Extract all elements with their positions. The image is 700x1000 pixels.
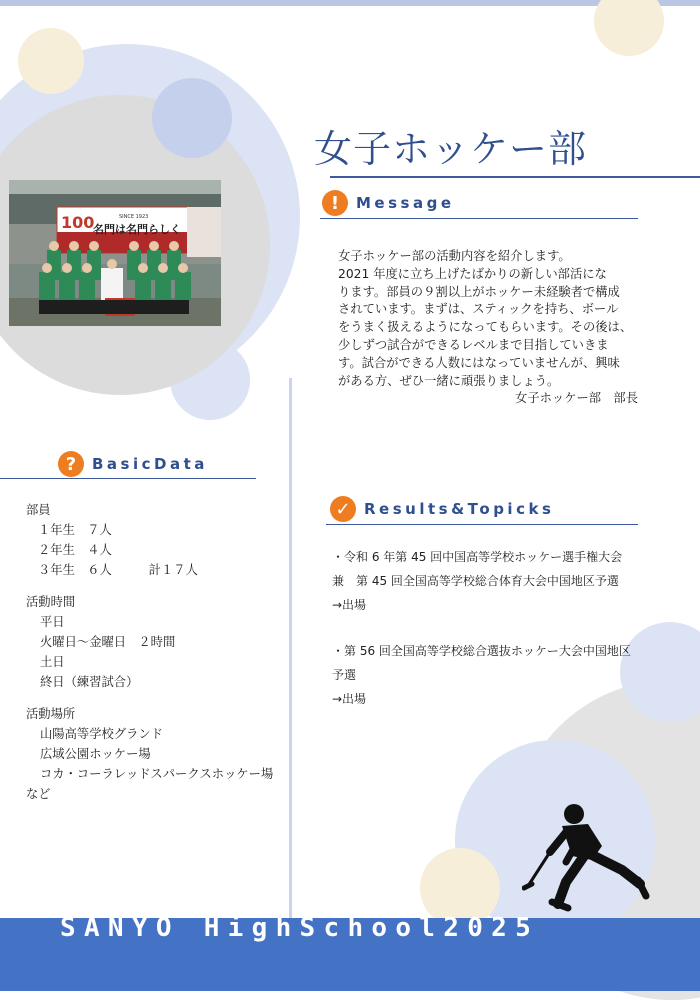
basicdata-header (58, 451, 208, 477)
members-row: １年生 ７人 (38, 523, 112, 537)
footer-text: SANYO HighSchool2025 (60, 913, 540, 943)
top-bar (0, 0, 700, 6)
decor-circle-cream-top (594, 0, 664, 56)
activity-place-row: コカ・コーラレッドスパークスホッケー場 (40, 767, 274, 781)
activity-place-row: 広域公園ホッケー場 (40, 747, 151, 761)
result-line: ・第 56 回全国高等学校総合選抜ホッケー大会中国地区 (332, 644, 631, 658)
decor-circle-cream-left (18, 28, 84, 94)
results-header (330, 496, 554, 522)
result-line: 予選 (332, 668, 357, 682)
activity-place-more: など (26, 787, 51, 801)
message-heading: Message (356, 194, 455, 212)
basicdata-body (26, 500, 273, 816)
activity-place-row: 山陽高等学校グランド (40, 727, 163, 741)
message-line: 2021 年度に立ち上げたばかりの新しい部活にな (338, 266, 607, 281)
exclamation-icon: ! (322, 190, 348, 216)
message-line: ります。部員の９割以上がホッケー未経験者で構成 (338, 284, 620, 299)
decor-circle-blue-mid (152, 78, 232, 158)
activity-time-label: 活動時間 (26, 595, 76, 609)
result-line: ・令和 6 年第 45 回中国高等学校ホッケー選手権大会 (332, 550, 623, 564)
message-line: がある方、ぜひ一緒に頑張りましょう。 (338, 373, 560, 388)
basicdata-underline (0, 478, 256, 479)
members-row: ３年生 ６人 計１７人 (38, 563, 198, 577)
message-signature: 女子ホッケー部 部長 (515, 391, 638, 406)
svg-text:SINCE 1923: SINCE 1923 (119, 214, 149, 220)
result-item (332, 639, 652, 711)
message-line: す。試合ができる人数にはなっていませんが、興味 (338, 355, 620, 370)
team-photo-illustration (9, 180, 221, 326)
page-title: 女子ホッケー部 (314, 127, 588, 171)
hockey-player-icon (522, 800, 654, 918)
members-label: 部員 (26, 503, 51, 517)
checkmark-icon: ✓ (330, 496, 356, 522)
svg-text:名門は名門らしく: 名門は名門らしく (93, 223, 181, 236)
question-icon: ? (58, 451, 84, 477)
result-item (332, 545, 652, 617)
activity-place-group (26, 704, 273, 804)
activity-place-label: 活動場所 (26, 707, 76, 721)
activity-time-row: 火曜日～金曜日 ２時間 (40, 635, 176, 649)
message-line: 少しずつ試合ができるレベルまで目指していきま (338, 337, 609, 352)
result-line: →出場 (332, 692, 367, 706)
activity-time-row: 土日 (40, 655, 65, 669)
message-body (338, 248, 638, 408)
title-underline (330, 176, 700, 178)
svg-text:100: 100 (61, 213, 95, 232)
result-line: 兼 第 45 回全国高等学校総合体育大会中国地区予選 (332, 574, 619, 588)
message-header (322, 190, 455, 216)
basicdata-heading: BasicData (92, 455, 208, 473)
results-underline (326, 524, 638, 525)
column-divider (289, 378, 292, 918)
message-line: 女子ホッケー部の活動内容を紹介します。 (338, 249, 571, 263)
message-underline (320, 218, 638, 219)
members-group (26, 500, 273, 580)
message-line: をうまく扱えるようになってもらいます。その後は、 (338, 320, 633, 335)
members-row: ２年生 ４人 (38, 543, 112, 557)
results-heading: Results&Topicks (364, 500, 555, 518)
activity-time-row: 終日（練習試合） (40, 675, 139, 689)
results-body (332, 545, 652, 733)
message-line: されています。まずは、スティックを持ち、ボール (338, 302, 619, 317)
result-line: →出場 (332, 598, 367, 612)
team-photo (9, 180, 221, 326)
activity-time-row: 平日 (40, 615, 65, 629)
activity-time-group (26, 592, 273, 692)
